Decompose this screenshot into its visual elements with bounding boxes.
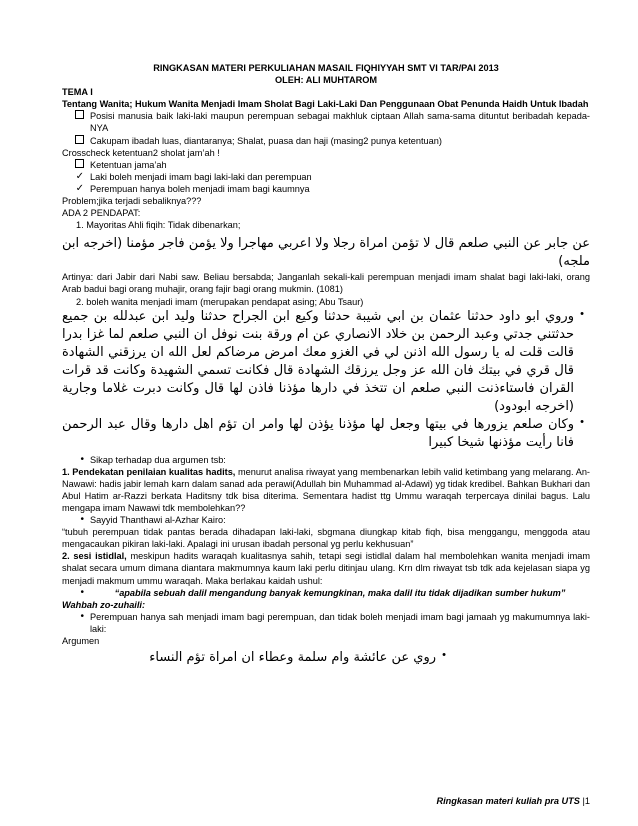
quote-paragraph: “tubuh perempuan tidak pantas berada dihadapan laki-laki, sbgmana diungkap kitab fiqh, bisa menggangu, menggoda atau mengacaukan pikiran laki-laki. Apalagi ini urusan ibadah personal yg perlu kekhusuan” [62, 527, 590, 550]
bullet-icon: • [80, 453, 84, 465]
point-2-paragraph: 2. sesi istidlal, meskipun hadits waraqah kualitasnya sahih, tetapi segi istidlal dalam hal membolehkan wanita menjadi imam shalat secara umum dimana diantara makmumnya kaum laki perlu ditinjau ulang. Krn dlm riwayat tsb tdk ada kejelasan siapa yg menjadi makmum ummu waraqah. Maka berlakau kaidah ushul: [62, 551, 590, 586]
checkbox-bullet-icon [62, 110, 90, 134]
bullet-icon: • [442, 649, 446, 662]
wahbah-heading: Wahbah zo-zuhaili: [62, 599, 146, 610]
arabic-hadith-2: وروي ابو داود حدثنا عثمان بن ابي شيبة حدثنا وكيع ابن الجراح حدثنا وليد ابن عبدلله بن جميع حدثتني جدتي وعبد الرحمن بن خلاد الانصاري عن ام ورقة بنت نوفل ان النبي صلعم لما غزا بدرا قالت قلت له يا رسول الله اذنن لي في الغزو معك امرض مرضاكم لعل الله ان يرزقني الشهادة قال قري في بيتك فان الله عز وجل يرزقك الشهادة قال فكانت تسمي الشهيدة وكانت قد قرات القران فاستاءذنت النبي صلعم ان تتخذ في دارها مؤذنا فاذن لها قال وكانت دبرت غلاما وجارية (اخرجه ابودود) [62, 308, 574, 414]
point-1-paragraph: 1. Pendekatan penilaian kualitas hadits, menurut analisa riwayat yang membenarkan lebih valid ketimbang yang melarang. An-Nawawi: hadis jabir lemah karn dalam sanad ada perawi(Adullah bin Muhammad al-Adawi) yg tidak kredibel. Bahkan Bukhari dan Abul Hatim ar-Razzi berkata Haditsny tdk bisa diterima. Sementara hadist ttg Ummu waraqah terpercaya dinilai bagus. Lalu mengapa imam Nawawi tdk membolehkan?? [62, 466, 590, 513]
bullet-icon: • [80, 586, 84, 598]
checkbox-bullet-icon [62, 159, 90, 171]
list-item: • Sikap terhadap dua argumen tsb: [62, 454, 590, 466]
document-title: RINGKASAN MATERI PERKULIAHAN MASAIL FIQHIYYAH SMT VI TAR/PAI 2013 [153, 63, 499, 73]
kaidah-quote: “apabila sebuah dalil mengandung banyak kemungkinan, maka dalil itu tidak dijadikan sumber hukum” [114, 587, 566, 598]
crosscheck-line: Crosscheck ketentuan2 sholat jam’ah ! [62, 147, 220, 158]
argumen-line: Argumen [62, 636, 100, 646]
document-author: OLEH: ALI MUHTAROM [274, 75, 378, 86]
arabic-hadith-1: عن جابر عن النبي صلعم قال لا تؤمن امراة رجلا ولا اعربي مهاجرا ولا يؤمن فاجر مؤمنا (اخرجه ابن ملجه) [62, 236, 590, 270]
list-item: • Perempuan hanya sah menjadi imam bagi perempuan, dan tidak boleh menjadi imam bagi jamaah yg makumumnya laki-laki: [62, 611, 590, 635]
problem-line: Problem;jika terjadi sebaliknya??? [62, 196, 202, 207]
point-1-label: 1. Pendekatan penilaian kualitas hadits, [62, 466, 236, 477]
ada-2-pendapat: ADA 2 PENDAPAT: [62, 208, 141, 219]
opinion-2: 2. boleh wanita menjadi imam (merupakan pendapat asing; Abu Tsaur) [76, 296, 364, 307]
arabic-bullet-item [62, 308, 590, 416]
bullet-icon: • [580, 415, 584, 428]
checkmark-icon: ✓ [75, 182, 84, 194]
list-item: ✓ Perempuan hanya boleh menjadi imam bagi kaumnya [62, 183, 590, 195]
page-number: |1 [582, 796, 590, 806]
checkbox-bullet-icon [62, 135, 90, 147]
list-item: ✓ Laki boleh menjadi imam bagi laki-laki dan perempuan [62, 171, 590, 183]
arabic-bullet-item [62, 416, 590, 452]
page-footer: Ringkasan materi kuliah pra UTS |1 [436, 796, 590, 806]
list-item: • Sayyid Thanthawi al-Azhar Kairo: [62, 514, 590, 526]
bullet-icon: • [580, 307, 584, 320]
bullet-icon: • [80, 514, 84, 526]
list-item [62, 587, 590, 599]
list-item: Ketentuan jama’ah [62, 159, 590, 171]
list-item: Posisi manusia baik laki-laki maupun perempuan sebagai makhluk ciptaan Allah sama-sama dituntut beribadah kepada-NYA [62, 110, 590, 134]
point-2-label: 2. sesi istidlal, [62, 551, 127, 562]
tema-subject: Tentang Wanita; Hukum Wanita Menjadi Imam Sholat Bagi Laki-Laki Dan Penggunaan Obat Penunda Haidh Untuk Ibadah [62, 99, 589, 110]
opinion-1: 1. Mayoritas Ahli fiqih: Tidak dibenarkan; [76, 220, 241, 231]
arabic-hadith-4: روي عن عائشة وام سلمة وعطاء ان امراة تؤم النساء [149, 650, 436, 666]
arabic-bullet-item [62, 649, 590, 667]
artinya-paragraph: Artinya: dari Jabir dari Nabi saw. Beliau bersabda; Janganlah sekali-kali perempuan menjadi imam shalat bagi laki-laki, orang Arab badui bagi orang muhajir, orang fajir bagi orang mukmin. (1081) [62, 272, 590, 295]
bullet-icon: • [80, 610, 84, 622]
document-page [62, 62, 590, 667]
list-item: Cakupam ibadah luas, diantaranya; Shalat, puasa dan haji (masing2 punya ketentuan) [62, 135, 590, 147]
tema-label: TEMA I [62, 87, 93, 98]
arabic-hadith-3: وكان صلعم يزورها في بيتها وجعل لها مؤذنا يؤذن لها وامر ان تؤم اهل دارها وقال عبد الرحمن فانا رأيت مؤذنها شيخا كبيرا [62, 416, 574, 450]
checkmark-icon: ✓ [75, 170, 84, 182]
